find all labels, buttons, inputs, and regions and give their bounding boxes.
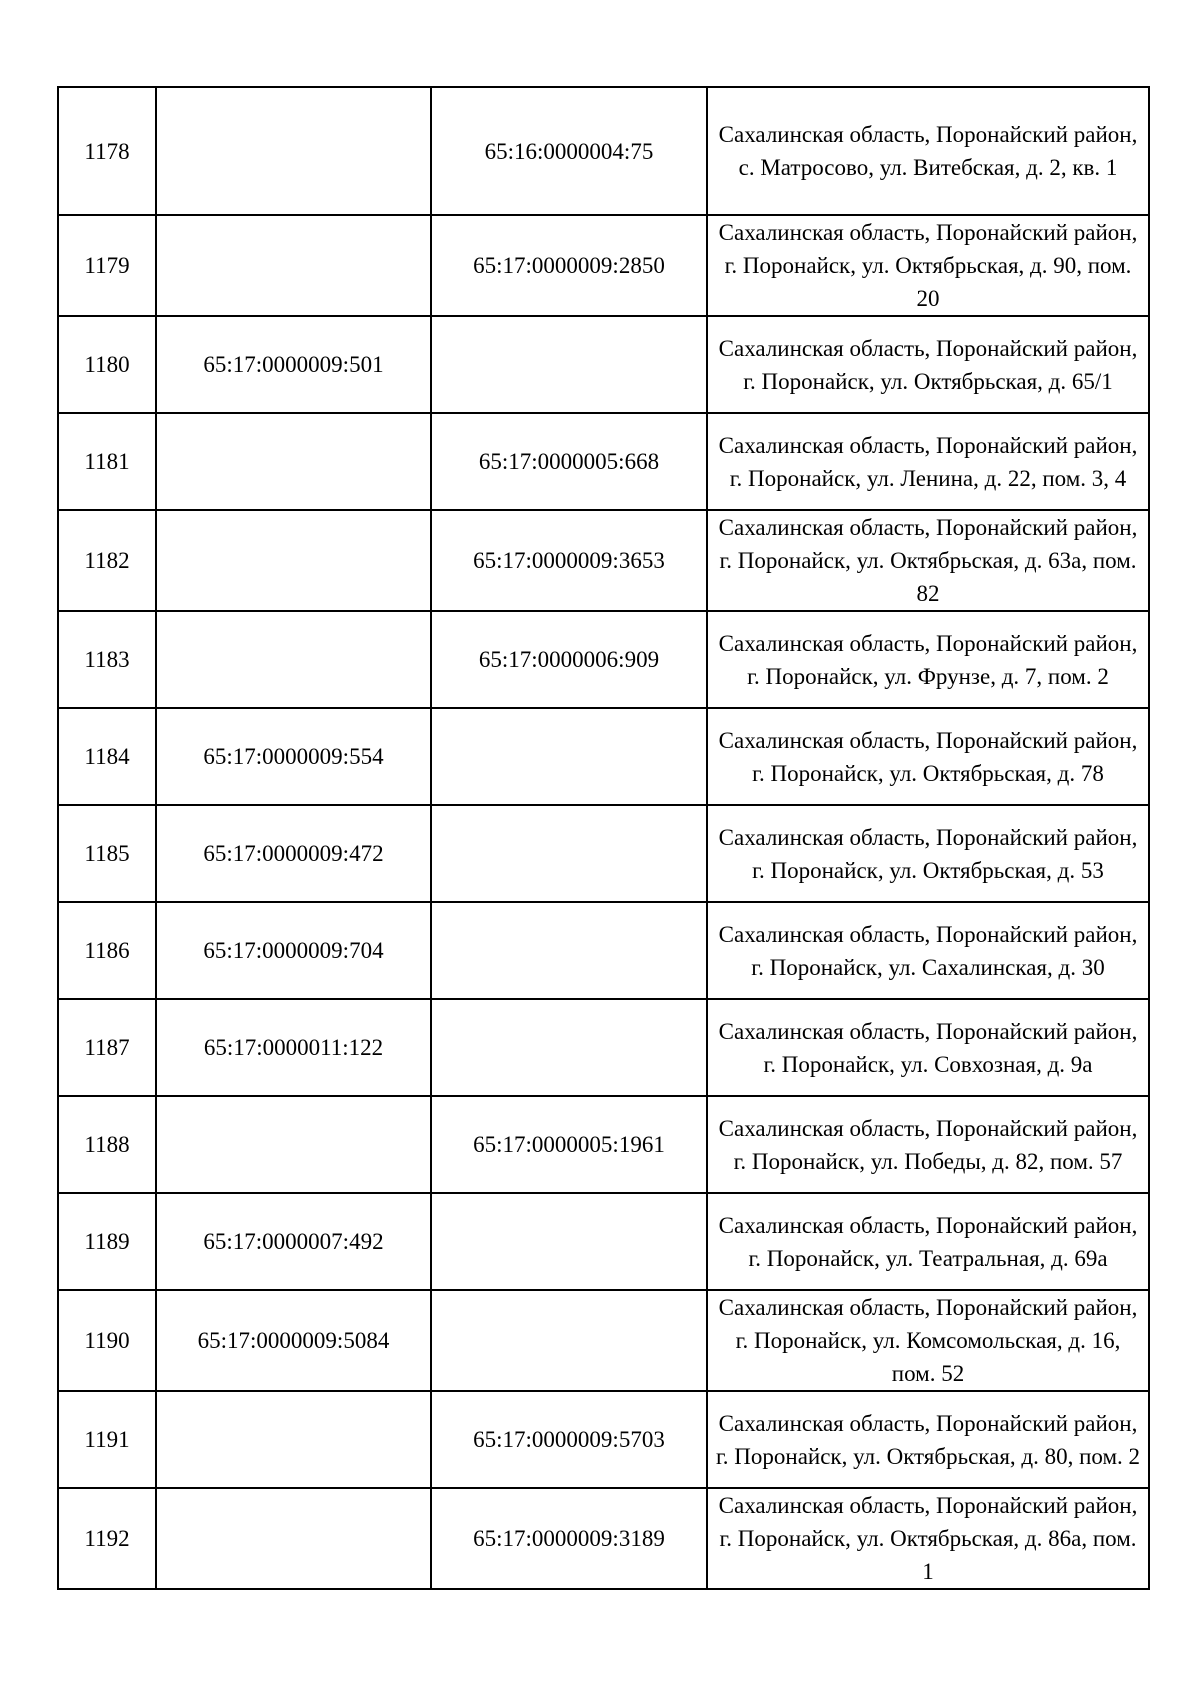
cadastral-number-cell	[431, 999, 707, 1096]
address-cell: Сахалинская область, Поронайский район, с. Матросово, ул. Витебская, д. 2, кв. 1	[707, 87, 1149, 215]
cadastral-number-cell	[431, 1290, 707, 1391]
table-row	[58, 87, 1149, 215]
address-cell: Сахалинская область, Поронайский район, г. Поронайск, ул. Октябрьская, д. 65/1	[707, 316, 1149, 413]
row-number-cell: 1186	[58, 902, 156, 999]
table-row	[58, 805, 1149, 902]
cadastral-number-cell	[156, 413, 431, 510]
row-number-cell: 1192	[58, 1488, 156, 1589]
cadastral-number-cell: 65:17:0000009:554	[156, 708, 431, 805]
cadastral-number-cell	[156, 1096, 431, 1193]
row-number-cell: 1179	[58, 215, 156, 316]
cadastral-number-cell	[431, 902, 707, 999]
row-number-cell: 1181	[58, 413, 156, 510]
address-cell: Сахалинская область, Поронайский район, г. Поронайск, ул. Победы, д. 82, пом. 57	[707, 1096, 1149, 1193]
address-cell: Сахалинская область, Поронайский район, г. Поронайск, ул. Октябрьская, д. 78	[707, 708, 1149, 805]
cadastral-number-cell: 65:17:0000009:704	[156, 902, 431, 999]
row-number-cell: 1180	[58, 316, 156, 413]
address-cell: Сахалинская область, Поронайский район, г. Поронайск, ул. Сахалинская, д. 30	[707, 902, 1149, 999]
cadastral-number-cell	[156, 1488, 431, 1589]
cadastral-number-cell: 65:16:0000004:75	[431, 87, 707, 215]
row-number-cell: 1188	[58, 1096, 156, 1193]
table-row	[58, 510, 1149, 611]
address-cell: Сахалинская область, Поронайский район, г. Поронайск, ул. Октябрьская, д. 63а, пом. 82	[707, 510, 1149, 611]
address-cell: Сахалинская область, Поронайский район, г. Поронайск, ул. Комсомольская, д. 16, пом. 52	[707, 1290, 1149, 1391]
cadastral-number-cell: 65:17:0000009:2850	[431, 215, 707, 316]
address-cell: Сахалинская область, Поронайский район, г. Поронайск, ул. Октябрьская, д. 86а, пом. 1	[707, 1488, 1149, 1589]
table-row	[58, 999, 1149, 1096]
row-number-cell: 1191	[58, 1391, 156, 1488]
cadastral-number-cell	[156, 215, 431, 316]
registry-table	[57, 86, 1150, 1590]
address-cell: Сахалинская область, Поронайский район, г. Поронайск, ул. Октябрьская, д. 90, пом. 20	[707, 215, 1149, 316]
cadastral-number-cell	[156, 1391, 431, 1488]
row-number-cell: 1187	[58, 999, 156, 1096]
cadastral-number-cell: 65:17:0000006:909	[431, 611, 707, 708]
row-number-cell: 1190	[58, 1290, 156, 1391]
row-number-cell: 1178	[58, 87, 156, 215]
cadastral-number-cell: 65:17:0000007:492	[156, 1193, 431, 1290]
table-row	[58, 413, 1149, 510]
address-cell: Сахалинская область, Поронайский район, г. Поронайск, ул. Октябрьская, д. 80, пом. 2	[707, 1391, 1149, 1488]
registry-table-body	[58, 87, 1149, 1589]
cadastral-number-cell: 65:17:0000009:5703	[431, 1391, 707, 1488]
table-row	[58, 215, 1149, 316]
row-number-cell: 1185	[58, 805, 156, 902]
address-cell: Сахалинская область, Поронайский район, г. Поронайск, ул. Театральная, д. 69а	[707, 1193, 1149, 1290]
address-cell: Сахалинская область, Поронайский район, г. Поронайск, ул. Фрунзе, д. 7, пом. 2	[707, 611, 1149, 708]
table-row	[58, 1391, 1149, 1488]
cadastral-number-cell	[156, 611, 431, 708]
cadastral-number-cell: 65:17:0000009:5084	[156, 1290, 431, 1391]
cadastral-number-cell	[156, 87, 431, 215]
row-number-cell: 1183	[58, 611, 156, 708]
address-cell: Сахалинская область, Поронайский район, г. Поронайск, ул. Октябрьская, д. 53	[707, 805, 1149, 902]
cadastral-number-cell	[431, 708, 707, 805]
cadastral-number-cell: 65:17:0000009:501	[156, 316, 431, 413]
cadastral-number-cell: 65:17:0000005:1961	[431, 1096, 707, 1193]
cadastral-number-cell	[156, 510, 431, 611]
table-row	[58, 902, 1149, 999]
cadastral-number-cell: 65:17:0000011:122	[156, 999, 431, 1096]
cadastral-number-cell	[431, 805, 707, 902]
table-row	[58, 708, 1149, 805]
cadastral-number-cell: 65:17:0000005:668	[431, 413, 707, 510]
row-number-cell: 1182	[58, 510, 156, 611]
cadastral-number-cell: 65:17:0000009:472	[156, 805, 431, 902]
row-number-cell: 1184	[58, 708, 156, 805]
cadastral-number-cell	[431, 1193, 707, 1290]
address-cell: Сахалинская область, Поронайский район, г. Поронайск, ул. Совхозная, д. 9а	[707, 999, 1149, 1096]
cadastral-number-cell: 65:17:0000009:3189	[431, 1488, 707, 1589]
cadastral-number-cell	[431, 316, 707, 413]
table-row	[58, 316, 1149, 413]
table-row	[58, 1488, 1149, 1589]
table-row	[58, 1290, 1149, 1391]
table-row	[58, 611, 1149, 708]
table-row	[58, 1096, 1149, 1193]
cadastral-number-cell: 65:17:0000009:3653	[431, 510, 707, 611]
address-cell: Сахалинская область, Поронайский район, г. Поронайск, ул. Ленина, д. 22, пом. 3, 4	[707, 413, 1149, 510]
table-row	[58, 1193, 1149, 1290]
row-number-cell: 1189	[58, 1193, 156, 1290]
